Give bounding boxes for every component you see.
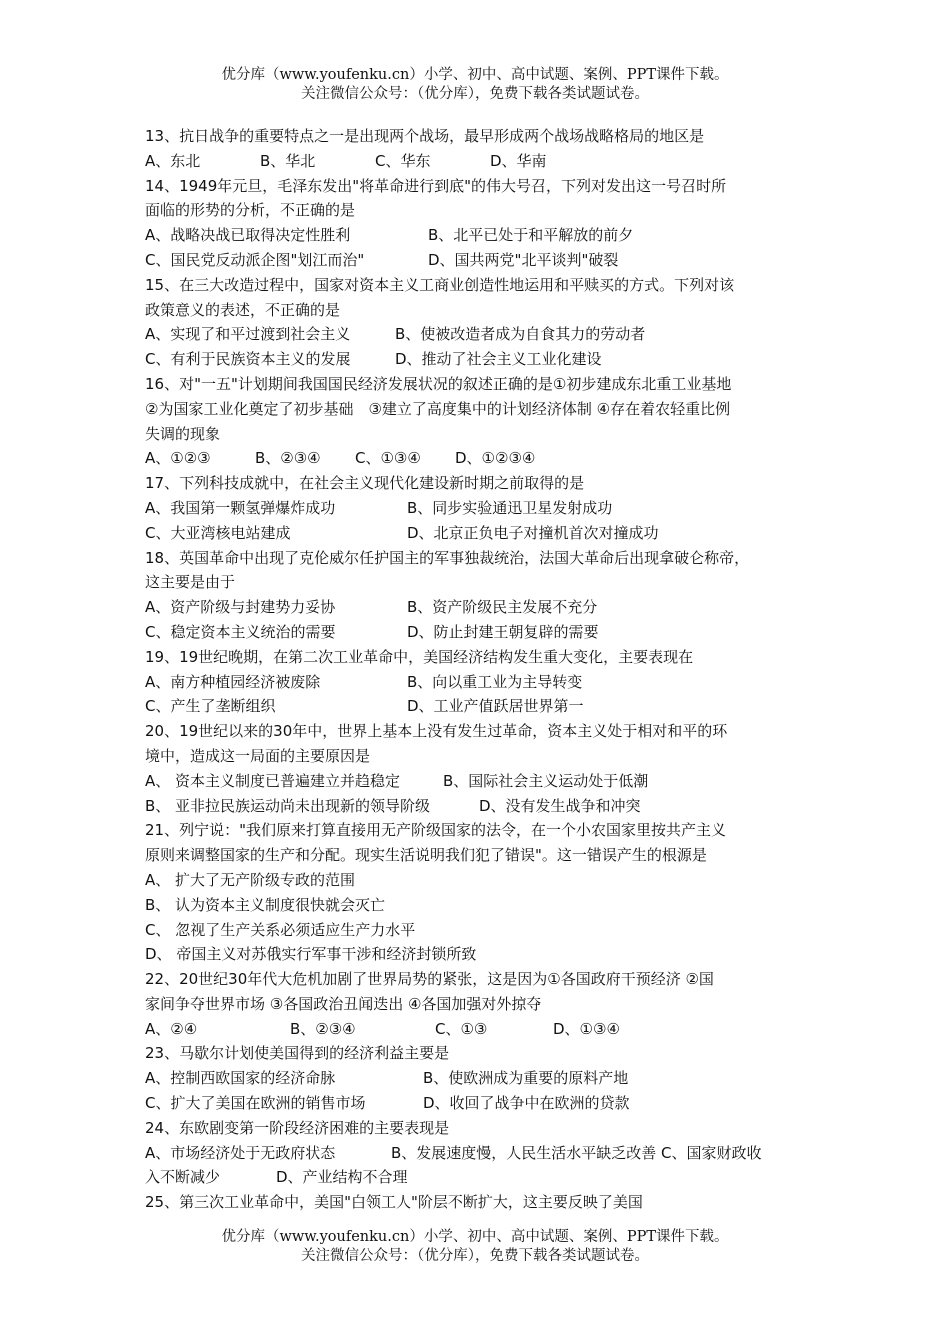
question-21 bbox=[145, 818, 825, 967]
answer-option: A、①②③ bbox=[145, 449, 211, 468]
question-stem-line: 20、19世纪以来的30年中，世界上基本上没有发生过革命，资本主义处于相对和平的环 bbox=[145, 722, 728, 741]
answer-option: C、扩大了美国在欧洲的销售市场 bbox=[145, 1094, 366, 1113]
question-list bbox=[145, 124, 825, 1215]
question-stem-line: 24、东欧剧变第一阶段经济困难的主要表现是 bbox=[145, 1118, 450, 1137]
option-row bbox=[145, 1066, 825, 1091]
answer-option: A、我国第一颗氢弹爆炸成功 bbox=[145, 498, 336, 517]
question-stem-line: 家间争夺世界市场 ③各国政治丑闻迭出 ④各国加强对外掠夺 bbox=[145, 994, 542, 1013]
answer-option: B、②③④ bbox=[255, 449, 321, 468]
question-stem-line: 14、1949年元旦，毛泽东发出"将革命进行到底"的伟大号召，下列对发出这一号召时所 bbox=[145, 176, 727, 195]
question-stem-line: 16、对"一五"计划期间我国国民经济发展状况的叙述正确的是①初步建成东北重工业基地 bbox=[145, 374, 732, 393]
option-row bbox=[145, 893, 825, 918]
question-stem-line: 13、抗日战争的重要特点之一是出现两个战场，最早形成两个战场战略格局的地区是 bbox=[145, 127, 705, 145]
question-18 bbox=[145, 546, 825, 645]
question-stem-line: 23、马歇尔计划使美国得到的经济利益主要是 bbox=[145, 1044, 450, 1063]
option-row bbox=[145, 248, 825, 273]
answer-option: B、同步实验通迅卫星发射成功 bbox=[407, 498, 613, 517]
option-row bbox=[145, 1141, 825, 1166]
question-stem-line: 18、英国革命中出现了克伦威尔任护国主的军事独裁统治，法国大革命后出现拿破仑称帝， bbox=[145, 548, 750, 567]
answer-option: B、向以重工业为主导转变 bbox=[407, 672, 583, 691]
question-16 bbox=[145, 372, 825, 471]
answer-option: A、市场经济处于无政府状态 bbox=[145, 1143, 336, 1162]
option-row bbox=[145, 595, 825, 620]
answer-option: A、控制西欧国家的经济命脉 bbox=[145, 1069, 336, 1088]
question-stem-line: 这主要是由于 bbox=[145, 573, 236, 592]
answer-option: D、北京正负电子对撞机首次对撞成功 bbox=[407, 523, 659, 542]
answer-option: D、华南 bbox=[490, 151, 547, 170]
answer-option: A、战略决战已取得决定性胜利 bbox=[145, 226, 351, 245]
question-stem-line: 15、在三大改造过程中，国家对资本主义工商业创造性地运用和平赎买的方式。下列对该 bbox=[145, 275, 735, 294]
answer-option: D、工业产值跃居世界第一 bbox=[407, 697, 584, 716]
option-row bbox=[145, 446, 825, 471]
question-stem-line: 失调的现象 bbox=[145, 424, 221, 443]
option-row bbox=[145, 1017, 825, 1042]
answer-option: 入不断减少 bbox=[145, 1168, 221, 1187]
question-14 bbox=[145, 174, 825, 273]
option-row bbox=[145, 1091, 825, 1116]
answer-option: C、产生了垄断组织 bbox=[145, 697, 276, 716]
answer-option: A、资产阶级与封建势力妥协 bbox=[145, 598, 336, 617]
question-stem-line: 22、20世纪30年代大危机加剧了世界局势的紧张，这是因为①各国政府干预经济 ②国 bbox=[145, 970, 714, 989]
question-stem-line: 17、下列科技成就中，在社会主义现代化建设新时期之前取得的是 bbox=[145, 474, 585, 493]
option-row bbox=[145, 1165, 825, 1190]
answer-option: C、稳定资本主义统治的需要 bbox=[145, 622, 336, 641]
answer-option: D、 帝国主义对苏俄实行军事干涉和经济封锁所致 bbox=[145, 945, 477, 964]
answer-option: D、收回了战争中在欧洲的贷款 bbox=[423, 1094, 630, 1113]
answer-option: D、国共两党"北平谈判"破裂 bbox=[428, 250, 619, 269]
question-stem-line: 19、19世纪晚期，在第二次工业革命中，美国经济结构发生重大变化，主要表现在 bbox=[145, 647, 694, 666]
question-stem-line: ②为国家工业化奠定了初步基础 ③建立了高度集中的计划经济体制 ④存在着农轻重比例 bbox=[145, 399, 731, 418]
question-stem-line: 境中，造成这一局面的主要原因是 bbox=[145, 746, 371, 765]
answer-option: D、①③④ bbox=[553, 1019, 620, 1038]
option-row bbox=[145, 149, 825, 174]
answer-option: B、 认为资本主义制度很快就会灭亡 bbox=[145, 895, 386, 914]
answer-option: A、东北 bbox=[145, 151, 201, 170]
question-24 bbox=[145, 1116, 825, 1190]
answer-option: B、使欧洲成为重要的原料产地 bbox=[423, 1069, 629, 1088]
answer-option: C、国民党反动派企图"划江而治" bbox=[145, 250, 365, 269]
question-stem-line: 政策意义的表述，不正确的是 bbox=[145, 300, 341, 319]
answer-option: D、防止封建王朝复辟的需要 bbox=[407, 622, 599, 641]
answer-option: D、①②③④ bbox=[455, 449, 536, 468]
answer-option: D、产业结构不合理 bbox=[276, 1168, 408, 1187]
option-row bbox=[145, 868, 825, 893]
option-row bbox=[145, 942, 825, 967]
answer-option: B、北平已处于和平解放的前夕 bbox=[428, 226, 634, 245]
answer-option: B、发展速度慢，人民生活水平缺乏改善 C、国家财政收 bbox=[391, 1143, 762, 1162]
footer-line-1: 优分库（www.youfenku.cn）小学、初中、高中试题、案例、PPT课件下载。 bbox=[221, 1229, 729, 1245]
answer-option: A、 扩大了无产阶级专政的范围 bbox=[145, 870, 356, 889]
answer-option: D、推动了社会主义工业化建设 bbox=[395, 350, 602, 369]
footer-line-2: 关注微信公众号：（优分库），免费下载各类试题试卷。 bbox=[301, 1248, 649, 1264]
answer-option: C、 忽视了生产关系必须适应生产力水平 bbox=[145, 920, 416, 939]
question-15 bbox=[145, 273, 825, 372]
answer-option: A、实现了和平过渡到社会主义 bbox=[145, 325, 351, 344]
header-line-2: 关注微信公众号：（优分库），免费下载各类试题试卷。 bbox=[301, 86, 649, 102]
answer-option: A、 资本主义制度已普遍建立并趋稳定 bbox=[145, 771, 401, 790]
question-22 bbox=[145, 967, 825, 1041]
option-row bbox=[145, 347, 825, 372]
answer-option: A、南方种植园经济被废除 bbox=[145, 672, 321, 691]
answer-option: C、有利于民族资本主义的发展 bbox=[145, 350, 351, 369]
answer-option: B、资产阶级民主发展不充分 bbox=[407, 598, 598, 617]
page-header bbox=[0, 66, 950, 104]
option-row bbox=[145, 322, 825, 347]
question-stem-line: 21、列宁说："我们原来打算直接用无产阶级国家的法令，在一个小农国家里按共产主义 bbox=[145, 821, 726, 840]
answer-option: A、②④ bbox=[145, 1019, 198, 1038]
header-line-1: 优分库（www.youfenku.cn）小学、初中、高中试题、案例、PPT课件下载。 bbox=[221, 67, 729, 83]
option-row bbox=[145, 521, 825, 546]
question-stem-line: 25、第三次工业革命中，美国"白领工人"阶层不断扩大，这主要反映了美国 bbox=[145, 1193, 643, 1212]
option-row bbox=[145, 670, 825, 695]
question-19 bbox=[145, 645, 825, 719]
question-stem-line: 面临的形势的分析，不正确的是 bbox=[145, 201, 356, 220]
answer-option: B、使被改造者成为自食其力的劳动者 bbox=[395, 325, 646, 344]
question-17 bbox=[145, 471, 825, 545]
option-row bbox=[145, 620, 825, 645]
option-row bbox=[145, 496, 825, 521]
page-footer bbox=[0, 1228, 950, 1266]
question-25 bbox=[145, 1190, 825, 1215]
question-20 bbox=[145, 719, 825, 818]
answer-option: C、大亚湾核电站建成 bbox=[145, 523, 291, 542]
answer-option: C、①③ bbox=[435, 1019, 488, 1038]
answer-option: D、没有发生战争和冲突 bbox=[479, 796, 641, 815]
answer-option: B、国际社会主义运动处于低潮 bbox=[443, 771, 649, 790]
question-23 bbox=[145, 1041, 825, 1115]
option-row bbox=[145, 918, 825, 943]
answer-option: B、 亚非拉民族运动尚未出现新的领导阶级 bbox=[145, 796, 431, 815]
option-row bbox=[145, 794, 825, 819]
question-13 bbox=[145, 124, 825, 174]
answer-option: B、②③④ bbox=[290, 1019, 356, 1038]
option-row bbox=[145, 769, 825, 794]
answer-option: C、①③④ bbox=[355, 449, 421, 468]
question-stem-line: 原则来调整国家的生产和分配。现实生活说明我们犯了错误"。这一错误产生的根源是 bbox=[145, 846, 707, 865]
option-row bbox=[145, 694, 825, 719]
option-row bbox=[145, 223, 825, 248]
answer-option: B、华北 bbox=[260, 151, 316, 170]
answer-option: C、华东 bbox=[375, 151, 431, 170]
